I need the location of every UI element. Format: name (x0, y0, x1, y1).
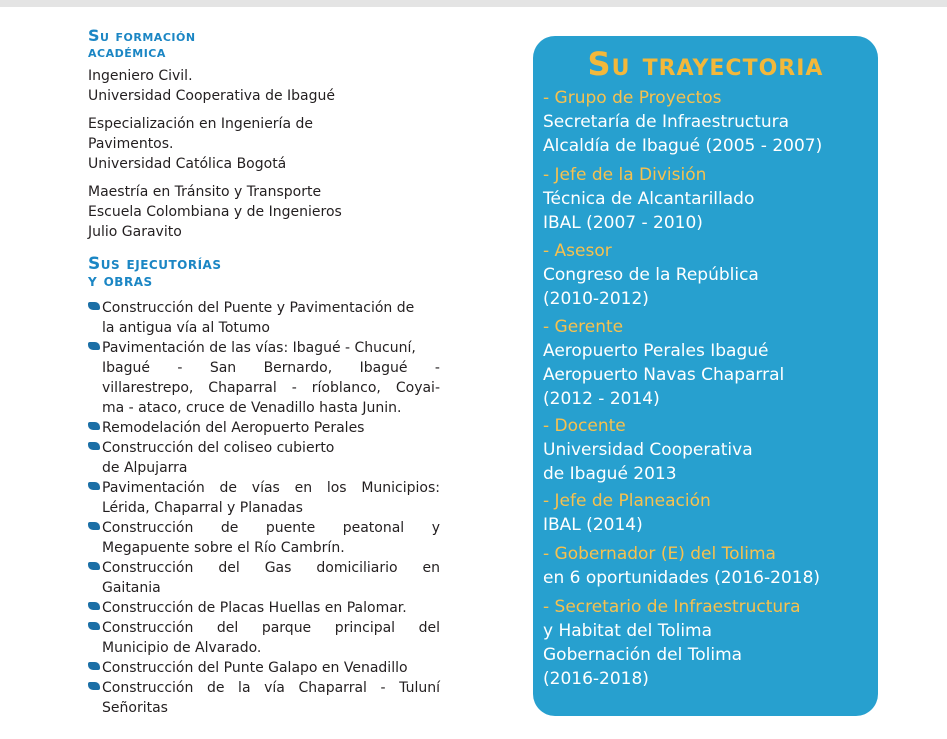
detail-line: Aeropuerto Perales Ibagué (543, 341, 769, 361)
role-label: - Asesor (543, 241, 612, 261)
text-line: Construcción de Placas Huellas en Palomar. (102, 600, 407, 616)
list-item (88, 518, 440, 558)
text-line: de Alpujarra (102, 460, 188, 476)
text-line: Construcción del Punte Galapo en Venadillo (102, 660, 408, 676)
list-item (88, 478, 440, 518)
bullet-icon (88, 522, 100, 530)
detail-line: Universidad Cooperativa (543, 440, 753, 460)
list-item (88, 338, 440, 418)
ejecutorias-heading (88, 256, 440, 290)
list-item (88, 618, 440, 658)
text-line: Ibagué - San Bernardo, Ibagué - (102, 360, 440, 376)
role-label: - Docente (543, 416, 626, 436)
detail-line: (2012 - 2014) (543, 389, 660, 409)
text-line: villarestrepo, Chaparral - ríoblanco, Coyai- (102, 380, 440, 396)
text-line: Ingeniero Civil. (88, 68, 193, 84)
formacion-paragraph (88, 66, 440, 106)
list-item (88, 558, 440, 598)
text-line: Construcción del Gas domiciliario en (102, 560, 440, 576)
detail-line: (2016-2018) (543, 669, 649, 689)
text-line: Escuela Colombiana y de Ingenieros (88, 204, 342, 220)
text-line: ma - ataco, cruce de Venadillo hasta Junin. (102, 400, 402, 416)
text-line: Pavimentación de vías en los Municipios: (102, 480, 440, 496)
detail-line: (2010-2012) (543, 289, 649, 309)
detail-line: Congreso de la República (543, 265, 759, 285)
trayectoria-entry (543, 489, 873, 537)
list-item (88, 418, 440, 438)
detail-line: y Habitat del Tolima (543, 621, 713, 641)
detail-line: de Ibagué 2013 (543, 464, 677, 484)
trayectoria-entry (543, 239, 873, 311)
bullet-icon (88, 562, 100, 570)
left-column (88, 28, 440, 718)
trayectoria-entry (543, 414, 873, 486)
text-line: Construcción del parque principal del (102, 620, 440, 636)
heading-line: académica (88, 42, 166, 61)
text-line: Universidad Cooperativa de Ibagué (88, 88, 336, 104)
list-item (88, 658, 440, 678)
formacion-paragraph (88, 114, 440, 174)
detail-line: Técnica de Alcantarillado (543, 189, 755, 209)
bullet-icon (88, 302, 100, 310)
role-label: - Gerente (543, 317, 624, 337)
bullet-icon (88, 682, 100, 690)
text-line: Señoritas (102, 700, 168, 716)
text-line: Construcción de puente peatonal y (102, 520, 440, 536)
role-label: - Gobernador (E) del Tolima (543, 544, 776, 564)
list-item (88, 298, 440, 338)
detail-line: IBAL (2014) (543, 515, 643, 535)
bullet-icon (88, 622, 100, 630)
trayectoria-title: Su trayectoria (587, 45, 824, 83)
trayectoria-entry (543, 542, 873, 590)
list-item (88, 438, 440, 478)
role-label: - Secretario de Infraestructura (543, 597, 801, 617)
detail-line: Secretaría de Infraestructura (543, 112, 790, 132)
heading-line: y obras (88, 271, 153, 291)
role-label: - Grupo de Proyectos (543, 88, 722, 108)
text-line: la antigua vía al Totumo (102, 320, 270, 336)
text-line: Construcción del Puente y Pavimentación de (102, 300, 415, 316)
formacion-heading (88, 28, 440, 60)
detail-line: Gobernación del Tolima (543, 645, 743, 665)
heading-line: Sus ejecutorías (88, 254, 222, 274)
role-label: - Jefe de Planeación (543, 491, 711, 511)
trayectoria-entry (543, 595, 873, 691)
bullet-icon (88, 442, 100, 450)
text-line: Lérida, Chaparral y Planadas (102, 500, 303, 516)
detail-line: en 6 oportunidades (2016-2018) (543, 568, 821, 588)
role-label: - Jefe de la División (543, 165, 707, 185)
heading-line: Su formación (88, 26, 196, 45)
trayectoria-list (543, 86, 873, 691)
trayectoria-panel (533, 36, 878, 716)
text-line: Julio Garavito (88, 224, 182, 240)
detail-line: Alcaldía de Ibagué (2005 - 2007) (543, 136, 823, 156)
trayectoria-entry (543, 315, 873, 411)
detail-line: Aeropuerto Navas Chaparral (543, 365, 785, 385)
text-line: Municipio de Alvarado. (102, 640, 262, 656)
top-bar (0, 0, 947, 7)
text-line: Pavimentación de las vías: Ibagué - Chucuní, (102, 340, 416, 356)
text-line: Universidad Católica Bogotá (88, 156, 287, 172)
text-line: Maestría en Tránsito y Transporte (88, 184, 322, 200)
bullet-icon (88, 422, 100, 430)
bullet-icon (88, 342, 100, 350)
text-line: Remodelación del Aeropuerto Perales (102, 420, 365, 436)
trayectoria-entry (543, 163, 873, 235)
text-line: Pavimentos. (88, 136, 174, 152)
text-line: Construcción de la vía Chaparral - Tuluní (102, 680, 440, 696)
text-line: Gaitania (102, 580, 161, 596)
trayectoria-entry (543, 86, 873, 158)
text-line: Construcción del coliseo cubierto (102, 440, 335, 456)
list-item (88, 678, 440, 718)
text-line: Especialización en Ingeniería de (88, 116, 313, 132)
list-item (88, 598, 440, 618)
detail-line: IBAL (2007 - 2010) (543, 213, 703, 233)
bullet-icon (88, 482, 100, 490)
ejecutorias-list (88, 298, 440, 718)
bullet-icon (88, 602, 100, 610)
bullet-icon (88, 662, 100, 670)
formacion-paragraph (88, 182, 440, 242)
text-line: Megapuente sobre el Río Cambrín. (102, 540, 345, 556)
